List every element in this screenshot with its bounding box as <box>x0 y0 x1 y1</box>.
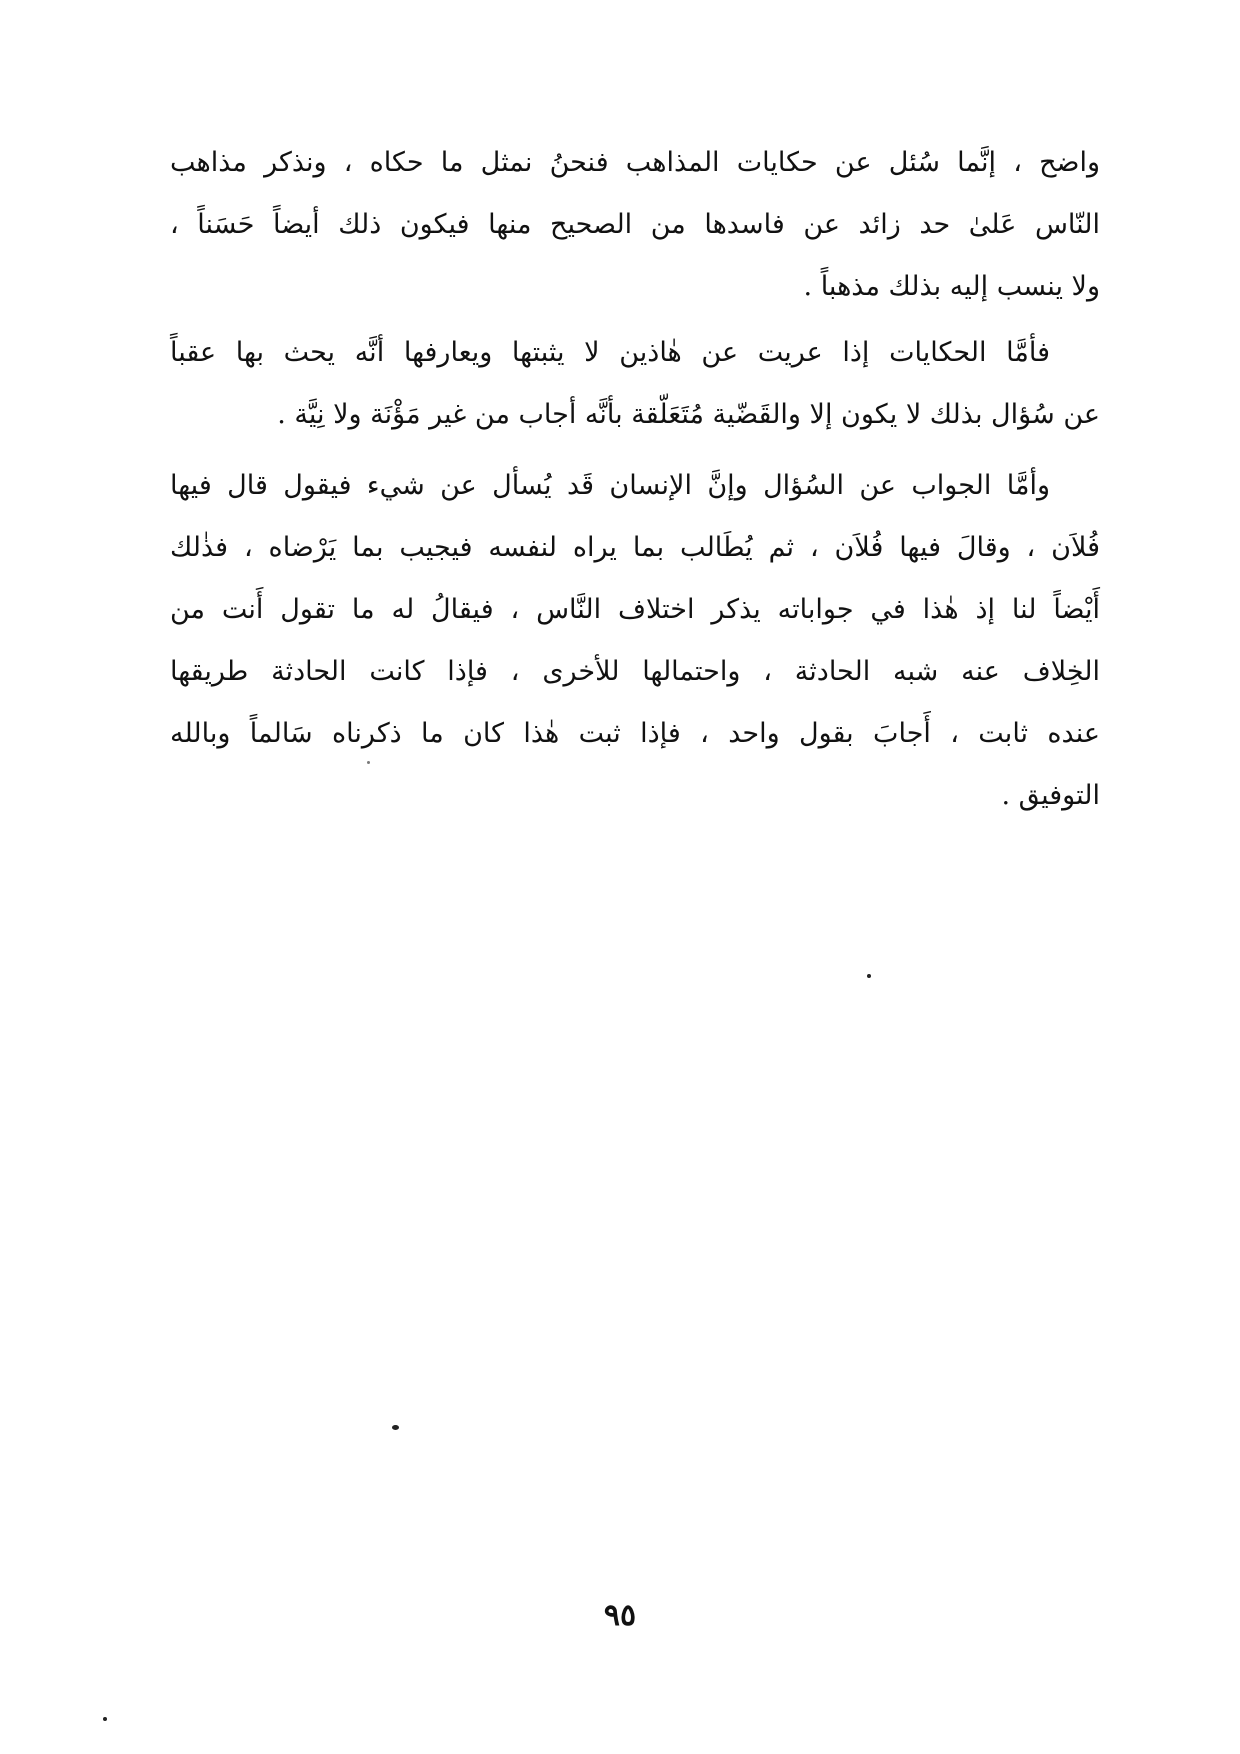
paragraph-line: عنده ثابت ، أَجابَ بقول واحد ، فإذا ثبت هٰذا كان ما ذكرناه سَالماً وبالله <box>170 718 1100 749</box>
paragraph-1 <box>170 132 1100 318</box>
page-number: ٩٥ <box>603 1598 637 1633</box>
paragraph-line: أَيْضاً لنا إذ هٰذا في جواباته يذكر اختلاف النَّاس ، فيقالُ له ما تقول أَنت من <box>170 594 1100 625</box>
paragraph-line: الخِلاف عنه شبه الحادثة ، واحتمالها للأخرى ، فإذا كانت الحادثة طريقها <box>170 656 1100 687</box>
scan-speck <box>867 974 871 978</box>
scan-speck <box>103 1717 107 1721</box>
paragraph-line: واضح ، إنَّما سُئل عن حكايات المذاهب فنحنُ نمثل ما حكاه ، ونذكر مذاهب <box>170 147 1100 178</box>
paragraph-line: النّاس عَلىٰ حد زائد عن فاسدها من الصحيح منها فيكون ذلك أيضاً حَسَناً ، <box>170 209 1100 240</box>
paragraph-2 <box>170 322 1100 446</box>
paragraph-3 <box>170 455 1100 827</box>
scan-speck <box>367 761 370 764</box>
paragraph-line: فأمَّا الحكايات إذا عريت عن هٰاذين لا يثبتها ويعارفها أنَّه يحث بها عقباً <box>170 337 1050 368</box>
paragraph-line: عن سُؤال بذلك لا يكون إلا والقَضّية مُتَعَلّقة بأنَّه أجاب من غير مَؤْنَة ولا نِيَّة . <box>277 399 1100 430</box>
paragraph-line: ولا ينسب إليه بذلك مذهباً . <box>803 271 1100 302</box>
paragraph-line: فُلاَن ، وقالَ فيها فُلاَن ، ثم يُطَالب بما يراه لنفسه فيجيب بما يَرْضاه ، فذٰلك <box>170 532 1100 563</box>
scan-speck <box>392 1425 399 1430</box>
paragraph-line: التوفيق . <box>1001 780 1100 811</box>
paragraph-line: وأمَّا الجواب عن السُؤال وإنَّ الإنسان قَد يُسأل عن شيء فيقول قال فيها <box>170 470 1050 501</box>
